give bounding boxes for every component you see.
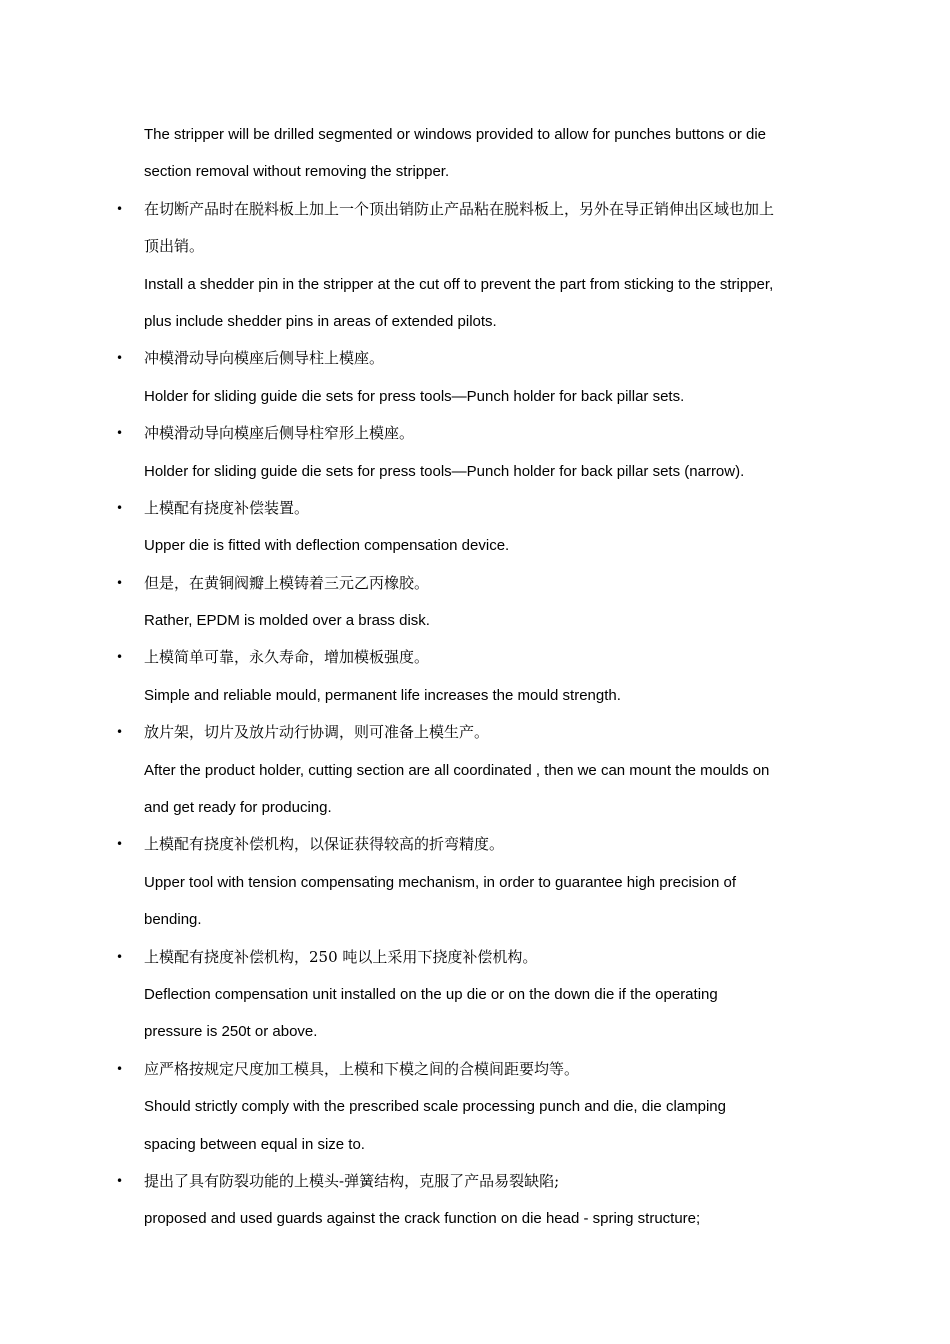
english-text-line: Holder for sliding guide die sets for press tools—Punch holder for back pillar sets (narrow). xyxy=(144,462,745,480)
list-item xyxy=(116,714,834,826)
chinese-text-line: 冲模滑动导向模座后侧导柱上模座。 xyxy=(144,349,385,368)
list-item xyxy=(116,565,834,640)
list-item xyxy=(116,490,834,565)
intro-line: section removal without removing the stripper. xyxy=(144,163,450,181)
chinese-text-line: 放片架，切片及放片动行协调，则可准备上模生产。 xyxy=(144,723,490,742)
chinese-text-line: 上模配有挠度补偿装置。 xyxy=(144,498,310,517)
bullet-icon: • xyxy=(116,1173,124,1188)
list-item xyxy=(116,1051,834,1163)
english-text-line: Deflection compensation unit installed on the up die or on the down die if the operating xyxy=(144,985,718,1003)
bullet-icon: • xyxy=(116,837,124,852)
document-body xyxy=(116,116,834,1238)
english-text-line: Rather, EPDM is molded over a brass disk. xyxy=(144,612,430,630)
english-text-line: spacing between equal in size to. xyxy=(144,1135,365,1153)
chinese-text-line: 顶出销。 xyxy=(144,237,205,256)
chinese-text-line: 在切断产品时在脱料板上加上一个顶出销防止产品粘在脱料板上，另外在导正销伸出区域也加上 xyxy=(144,199,775,218)
bullet-icon: • xyxy=(116,650,124,665)
english-text-line: Upper die is fitted with deflection compensation device. xyxy=(144,537,510,555)
list-item xyxy=(116,939,834,1051)
chinese-text-line: 冲模滑动导向模座后侧导柱窄形上模座。 xyxy=(144,424,415,443)
list-item xyxy=(116,639,834,714)
english-text-line: pressure is 250t or above. xyxy=(144,1023,318,1041)
chinese-text-line: 上模配有挠度补偿机构，以保证获得较高的折弯精度。 xyxy=(144,835,505,854)
chinese-text-line: 应严格按规定尺度加工模具，上模和下模之间的合模间距要均等。 xyxy=(144,1059,580,1078)
bullet-icon: • xyxy=(116,575,124,590)
english-text-line: Holder for sliding guide die sets for press tools—Punch holder for back pillar sets. xyxy=(144,387,685,405)
list-item xyxy=(116,826,834,938)
bullet-icon: • xyxy=(116,426,124,441)
list-item xyxy=(116,1163,834,1238)
english-text-line: bending. xyxy=(144,911,202,929)
bullet-icon: • xyxy=(116,725,124,740)
chinese-text-line: 但是，在黄铜阀瓣上模铸着三元乙丙橡胶。 xyxy=(144,573,430,592)
list-item xyxy=(116,415,834,490)
english-text-line: Should strictly comply with the prescribed scale processing punch and die, die clamping xyxy=(144,1098,726,1116)
chinese-text-line: 上模配有挠度补偿机构，250 吨以上采用下挠度补偿机构。 xyxy=(144,947,538,966)
list-item xyxy=(116,340,834,415)
english-text-line: Install a shedder pin in the stripper at the cut off to prevent the part from sticking to the stripper, xyxy=(144,275,774,293)
bullet-icon: • xyxy=(116,1061,124,1076)
bullet-icon: • xyxy=(116,351,124,366)
chinese-text-line: 提出了具有防裂功能的上模头-弹簧结构，克服了产品易裂缺陷; xyxy=(144,1171,560,1190)
english-text-line: Upper tool with tension compensating mechanism, in order to guarantee high precision of xyxy=(144,873,737,891)
bullet-icon: • xyxy=(116,201,124,216)
bullet-icon: • xyxy=(116,500,124,515)
bullet-list xyxy=(116,191,834,1238)
list-item xyxy=(116,191,834,341)
english-text-line: and get ready for producing. xyxy=(144,799,332,817)
chinese-text-line: 上模简单可靠，永久寿命，增加模板强度。 xyxy=(144,648,430,667)
bullet-icon: • xyxy=(116,949,124,964)
english-text-line: plus include shedder pins in areas of extended pilots. xyxy=(144,312,497,330)
english-text-line: After the product holder, cutting section are all coordinated , then we can mount the moulds on xyxy=(144,761,770,779)
english-text-line: Simple and reliable mould, permanent life increases the mould strength. xyxy=(144,686,621,704)
intro-line: The stripper will be drilled segmented or windows provided to allow for punches buttons or die xyxy=(144,126,766,143)
english-text-line: proposed and used guards against the crack function on die head - spring structure; xyxy=(144,1210,701,1228)
